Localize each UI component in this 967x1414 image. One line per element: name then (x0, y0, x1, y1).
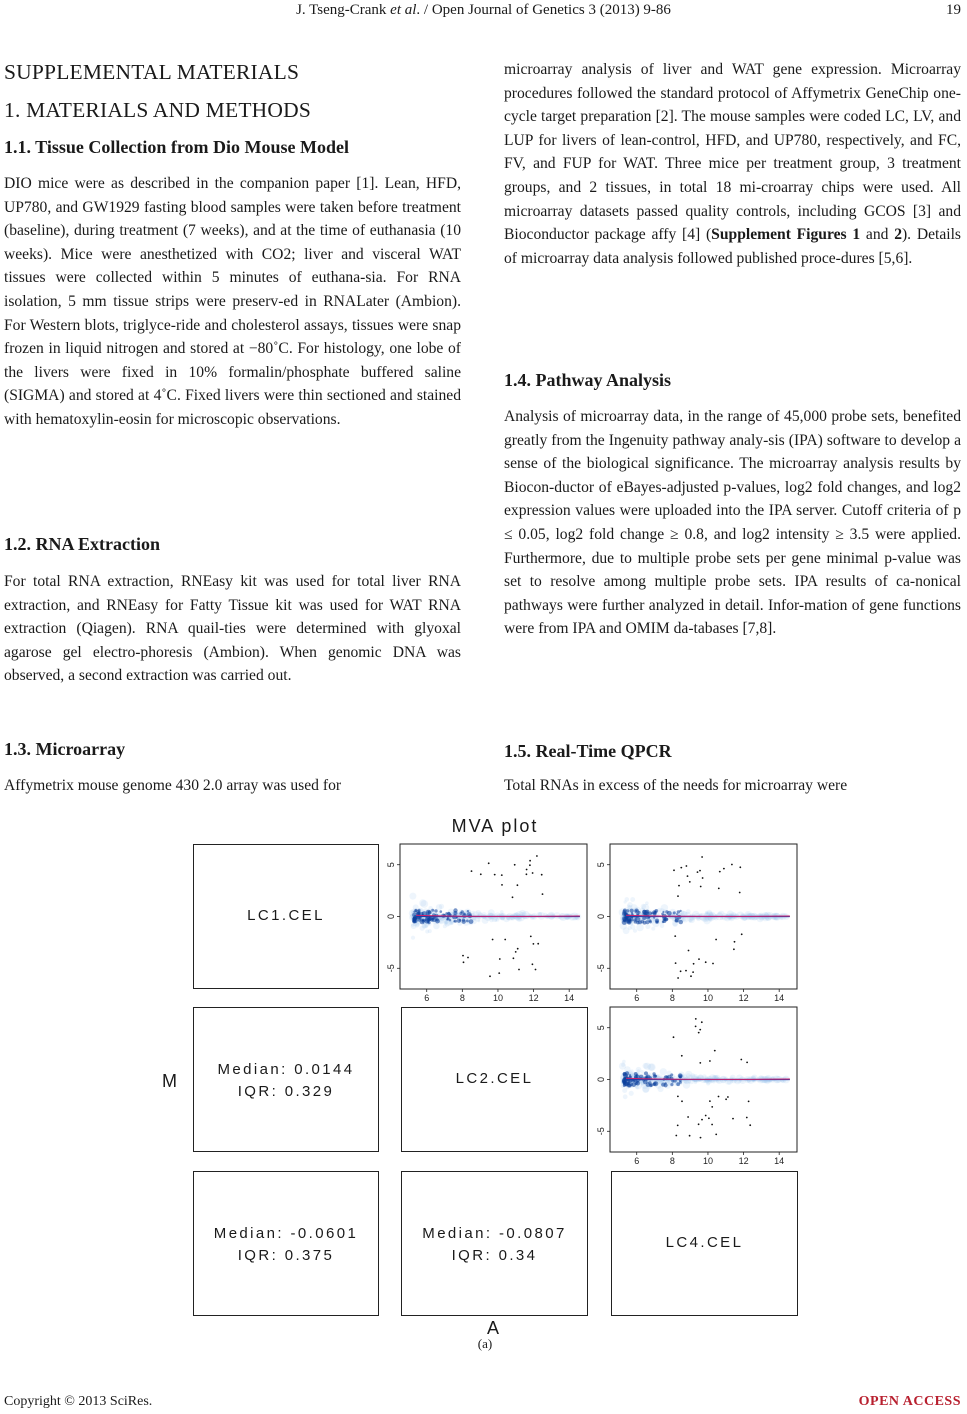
outlier-point (688, 950, 690, 952)
x-tick-label: 8 (459, 993, 465, 1003)
outlier-point (494, 874, 496, 876)
density-core (434, 909, 437, 912)
density-core (643, 921, 647, 925)
outlier-point (712, 963, 714, 965)
copyright: Copyright © 2013 SciRes. (4, 1394, 153, 1409)
y-tick-label: -5 (596, 964, 606, 973)
outlier-point (489, 975, 491, 977)
density-core (453, 920, 455, 922)
outlier-point (526, 873, 528, 875)
density-core (673, 911, 676, 914)
density-core (462, 918, 465, 921)
outlier-point (693, 963, 695, 965)
outlier-point (492, 939, 494, 941)
x-tick-label: 14 (774, 993, 785, 1003)
outlier-point (697, 871, 699, 873)
outlier-point (746, 1062, 748, 1064)
density-blob (625, 897, 630, 902)
outlier-point (677, 977, 679, 979)
outlier-point (723, 868, 725, 870)
stats-iqr: IQR: 0.34 (451, 1247, 538, 1264)
outlier-point (537, 943, 539, 945)
y-tick-label: 5 (596, 862, 606, 868)
outlier-point (734, 941, 736, 943)
outlier-point (700, 886, 702, 888)
outlier-point (517, 884, 519, 886)
y-tick-label: 0 (596, 913, 606, 920)
density-core (649, 920, 652, 923)
outlier-point (677, 1096, 679, 1098)
density-blob (647, 1064, 654, 1071)
outlier-point (699, 1062, 701, 1064)
section-1-4-title: 1.4. Pathway Analysis (504, 370, 672, 390)
outlier-point (675, 962, 677, 964)
density-core (661, 1083, 665, 1087)
outlier-point (518, 969, 520, 971)
density-blob (660, 1068, 667, 1075)
density-blob (478, 913, 484, 919)
density-blob (411, 936, 415, 940)
outlier-point (462, 955, 464, 957)
outlier-point (677, 1125, 679, 1127)
density-core (447, 917, 450, 920)
y-tick-label: 0 (386, 913, 396, 920)
density-core (649, 1084, 652, 1087)
x-tick-label: 10 (702, 1156, 713, 1166)
density-blob (411, 923, 417, 929)
outlier-point (526, 869, 528, 871)
x-tick-label: 14 (774, 1156, 785, 1166)
outlier-point (695, 1026, 697, 1028)
section-1-2-text: For total RNA extraction, RNEasy kit was used for total liver RNA extraction, and RNEasy for Fatty Tissue kit was used for WAT RNA extraction (Qiagen). RNA quail-ties were determined with glyoxal agarose gel electro-phoresis (Ambion). When genomic DNA was observed, a second extraction was carried out. (4, 573, 461, 685)
density-blob (629, 1091, 634, 1096)
y-tick-label: -5 (596, 1127, 606, 1136)
stats-panel-lc1-lc2 (193, 1007, 379, 1152)
density-core (630, 909, 634, 913)
outlier-point (542, 893, 544, 895)
section-1-4-text: Analysis of microarray data, in the range of 45,000 probe sets, benefited greatly from the Ingenuity pathway analy-sis (IPA) software to develop a sense of the biological significance. The microarray analysis results by Biocon-ductor of eBayes-adjusted p-values, log2 fold changes, and log2 expression values were uploaded into the IPA server. Cutoff criteria of p ≤ 0.05, log2 fold change ≥ 0.8, and log2 intensity ≥ 3.5 were applied. Furthermore, due to multiple probe sets per gene minimal p-value was set to resolve among multiple probe sets. IPA results of ca-nonical pathways were further analyzed in detail. Infor-mation of gene functions were from IPA and OMIM da-tabases [7,8]. (504, 408, 961, 638)
outlier-point (698, 1032, 700, 1034)
density-blob (691, 1075, 698, 1082)
density-core (428, 917, 431, 920)
outlier-point (501, 884, 503, 886)
outlier-point (692, 971, 694, 973)
page-number: 19 (946, 2, 961, 18)
x-tick-label: 14 (564, 993, 575, 1003)
density-blob (419, 899, 426, 906)
x-tick-label: 10 (492, 993, 503, 1003)
section-1-1-text: DIO mice were as described in the companion paper [1]. Lean, HFD, UP780, and GW1929 fasting blood samples were taken before treatment (baseline), during treatment (7 weeks), and at the time of euthanasia (10 weeks). Mice were anesthetized with CO2; liver and visceral WAT tissues were collected within 5 minutes of euthana-sia. For RNA isolation, 5 mm tissue strips were preserv-ed in RNALater (Ambion). For Western blots, triglyce-ride and cholesterol assays, tissues were snap frozen in liquid nitrogen and stored at −80˚C. For histology, one lobe of the livers were fixed in 10% formalin/phosphate buffered saline (SIGMA) and stored at 4˚C. Fixed livers were thin sectioned and stained with hematoxylin-eosin for microscopic observations. (4, 175, 461, 428)
outlier-point (699, 1029, 701, 1031)
outlier-point (687, 875, 689, 877)
density-blob (420, 926, 425, 931)
outlier-point (695, 1018, 697, 1020)
density-blob (485, 915, 492, 922)
section-1-2-title: 1.2. RNA Extraction (4, 534, 160, 554)
outlier-point (530, 936, 532, 938)
density-core (679, 1075, 683, 1079)
density-blob (636, 924, 644, 932)
density-core (466, 920, 469, 923)
outlier-point (732, 1118, 734, 1120)
outlier-point (529, 864, 531, 866)
outlier-point (678, 885, 680, 887)
stats-iqr: IQR: 0.375 (237, 1247, 335, 1264)
y-tick-label: 0 (596, 1076, 606, 1083)
density-core (635, 1081, 640, 1086)
density-blob (642, 1086, 649, 1093)
outlier-point (532, 872, 534, 874)
outlier-point (673, 869, 675, 871)
outlier-point (677, 895, 679, 897)
density-core (421, 912, 424, 915)
density-blob (734, 1080, 737, 1083)
density-core (414, 918, 417, 921)
outlier-point (739, 866, 741, 868)
outlier-point (686, 865, 688, 867)
section-1-5-title: 1.5. Real-Time QPCR (504, 741, 672, 761)
density-core (418, 918, 422, 922)
outlier-point (711, 1106, 713, 1108)
section-1-3-text: Affymetrix mouse genome 430 2.0 array was used for (4, 777, 342, 794)
outlier-point (741, 933, 743, 935)
density-core (435, 919, 440, 924)
density-core (469, 919, 474, 924)
density-blob (739, 1077, 746, 1084)
y-tick-label: 5 (386, 862, 396, 868)
outlier-point (532, 963, 534, 965)
stats-panel-lc1-lc4 (193, 1171, 379, 1316)
outlier-point (513, 957, 515, 959)
density-blob (660, 924, 665, 929)
x-tick-label: 8 (669, 1156, 675, 1166)
outlier-point (709, 1100, 711, 1102)
x-tick-label: 8 (669, 993, 675, 1003)
panel-lc1 (193, 844, 379, 989)
density-blob (425, 925, 428, 928)
density-blob (764, 914, 771, 921)
density-blob (645, 924, 650, 929)
outlier-point (749, 1124, 751, 1126)
panel-lc2-label: LC2.CEL (455, 1070, 534, 1087)
y-tick-label: -5 (386, 964, 396, 973)
stats-median: Median: -0.0807 (422, 1225, 567, 1242)
outlier-point (689, 881, 691, 883)
x-tick-label: 10 (702, 993, 713, 1003)
density-blob (619, 1063, 626, 1070)
density-blob (704, 912, 711, 919)
outlier-point (705, 1115, 707, 1117)
outlier-point (471, 870, 473, 872)
figure-title: MVA plot (451, 816, 539, 836)
density-blob (758, 914, 764, 920)
density-core (463, 913, 466, 916)
x-tick-label: 12 (738, 993, 749, 1003)
density-core (422, 919, 425, 922)
open-access-badge: OPEN ACCESS (858, 1394, 961, 1409)
density-blob (742, 915, 748, 921)
density-core (457, 919, 461, 923)
density-blob (623, 1094, 628, 1099)
outlier-point (480, 873, 482, 875)
density-blob (633, 929, 637, 933)
ma-plot-lc2-lc4 (595, 1003, 805, 1168)
outlier-point (701, 856, 703, 858)
outlier-point (498, 972, 500, 974)
outlier-point (488, 862, 490, 864)
x-tick-label: 6 (634, 1156, 640, 1166)
outlier-point (731, 864, 733, 866)
density-core (651, 912, 653, 914)
density-core (632, 919, 634, 921)
stats-median: Median: -0.0601 (213, 1225, 359, 1242)
outlier-point (715, 939, 717, 941)
density-blob (623, 927, 630, 934)
outlier-point (687, 1116, 689, 1118)
outlier-point (675, 1135, 677, 1137)
outlier-point (674, 935, 676, 937)
outlier-point (705, 961, 707, 963)
outlier-point (535, 969, 537, 971)
density-core (413, 911, 415, 913)
outlier-point (463, 961, 465, 963)
outlier-point (739, 892, 741, 894)
density-core (680, 910, 682, 912)
outlier-point (501, 874, 503, 876)
density-core (453, 911, 457, 915)
outlier-point (467, 957, 469, 959)
outlier-point (698, 1123, 700, 1125)
density-core (653, 911, 657, 915)
density-core (670, 1073, 673, 1076)
section-1-1-title: 1.1. Tissue Collection from Dio Mouse Model (4, 137, 349, 157)
y-tick-label: 5 (596, 1025, 606, 1031)
density-core (623, 909, 627, 913)
density-blob (409, 893, 416, 900)
stats-panel-lc2-lc4 (401, 1171, 588, 1316)
stats-iqr: IQR: 0.329 (237, 1083, 335, 1100)
density-core (467, 910, 469, 912)
density-core (440, 910, 443, 913)
outlier-point (515, 951, 517, 953)
density-core (653, 1083, 656, 1086)
density-core (447, 912, 450, 915)
density-core (623, 919, 626, 922)
outlier-point (746, 1117, 748, 1119)
methods-title: 1. MATERIALS AND METHODS (4, 98, 312, 122)
density-core (623, 1073, 628, 1078)
figure-x-label: A (487, 1318, 500, 1338)
outlier-point (680, 867, 682, 869)
outlier-point (702, 877, 704, 879)
running-header: J. Tseng-Crank et al. / Open Journal of Genetics 3 (2013) 9-86 (296, 2, 671, 18)
figure-y-label: M (162, 1071, 177, 1091)
x-tick-label: 6 (424, 993, 430, 1003)
stats-median: Median: 0.0144 (217, 1061, 355, 1078)
outlier-point (514, 864, 516, 866)
outlier-point (529, 860, 531, 862)
density-core (427, 921, 430, 924)
outlier-point (748, 1101, 750, 1103)
panel-lc2 (401, 1007, 588, 1152)
density-blob (729, 1077, 733, 1081)
outlier-point (541, 874, 543, 876)
outlier-point (685, 970, 687, 972)
density-core (666, 918, 669, 921)
outlier-point (715, 1134, 717, 1136)
density-blob (630, 897, 635, 902)
density-core (635, 910, 637, 912)
supplemental-title: SUPPLEMENTAL MATERIALS (4, 60, 300, 84)
outlier-point (512, 896, 514, 898)
density-core (418, 909, 421, 912)
outlier-point (701, 1021, 703, 1023)
outlier-point (689, 1135, 691, 1137)
density-core (428, 910, 432, 914)
outlier-point (708, 1117, 710, 1119)
section-1-3-continued: microarray analysis of liver and WAT gene expression. Microarray procedures followed the standard protocol of Affymetrix GeneChip one-cycle target preparation [2]. The mouse samples were coded LC, LV, and LUP for livers of lean-control, HFD, and UP780, respectively, and FC, FV, and FUP for WAT. Three mice per treatment group, 3 treatment groups, and 2 tissues, in total 18 mi-croarray chips were used. All microarray datasets passed quality controls, including GCOS [3] and Bioconductor package affy [4] (Supplement Figures 1 and 2). Details of microarray data analysis followed published proce-dures [5,6]. (504, 61, 961, 267)
density-core (645, 910, 649, 914)
outlier-point (517, 948, 519, 950)
outlier-point (690, 975, 692, 977)
density-blob (683, 1081, 691, 1089)
outlier-point (733, 948, 735, 950)
outlier-point (701, 1119, 703, 1121)
outlier-point (700, 1137, 702, 1139)
section-1-3-title: 1.3. Microarray (4, 739, 126, 759)
density-core (662, 911, 664, 913)
outlier-point (533, 943, 535, 945)
ma-plot-lc1-lc2 (385, 840, 595, 1005)
panel-lc4-label: LC4.CEL (665, 1234, 744, 1251)
figure-caption: (a) (477, 1336, 493, 1351)
outlier-point (681, 1100, 683, 1102)
outlier-point (718, 888, 720, 890)
density-core (675, 918, 679, 922)
density-core (655, 920, 659, 924)
outlier-point (727, 1096, 729, 1098)
outlier-point (681, 1055, 683, 1057)
density-blob (713, 915, 719, 921)
outlier-point (699, 870, 701, 872)
outlier-point (719, 871, 721, 873)
outlier-point (673, 1036, 675, 1038)
outlier-point (499, 958, 501, 960)
density-core (676, 913, 678, 915)
density-core (670, 1083, 673, 1086)
panel-lc1-label: LC1.CEL (247, 907, 325, 924)
density-core (431, 909, 434, 912)
x-tick-label: 12 (738, 1156, 749, 1166)
ma-plot-lc1-lc4 (595, 840, 805, 1005)
outlier-point (680, 970, 682, 972)
density-core (624, 1081, 629, 1086)
density-core (638, 921, 642, 925)
panel-lc4 (611, 1171, 798, 1316)
density-core (624, 916, 626, 918)
density-blob (640, 1070, 644, 1074)
x-tick-label: 12 (528, 993, 539, 1003)
x-tick-label: 6 (634, 993, 640, 1003)
outlier-point (711, 1124, 713, 1126)
outlier-point (740, 1059, 742, 1061)
outlier-point (698, 958, 700, 960)
density-core (665, 910, 668, 913)
density-blob (428, 929, 432, 933)
outlier-point (504, 939, 506, 941)
density-blob (651, 927, 655, 931)
section-1-5-text: Total RNAs in excess of the needs for microarray were (504, 777, 848, 794)
density-core (654, 1075, 656, 1077)
outlier-point (725, 1098, 727, 1100)
outlier-point (536, 855, 538, 857)
outlier-point (714, 1050, 716, 1052)
outlier-point (718, 1096, 720, 1098)
density-core (679, 1081, 682, 1084)
outlier-point (709, 1060, 711, 1062)
density-core (631, 1082, 636, 1087)
